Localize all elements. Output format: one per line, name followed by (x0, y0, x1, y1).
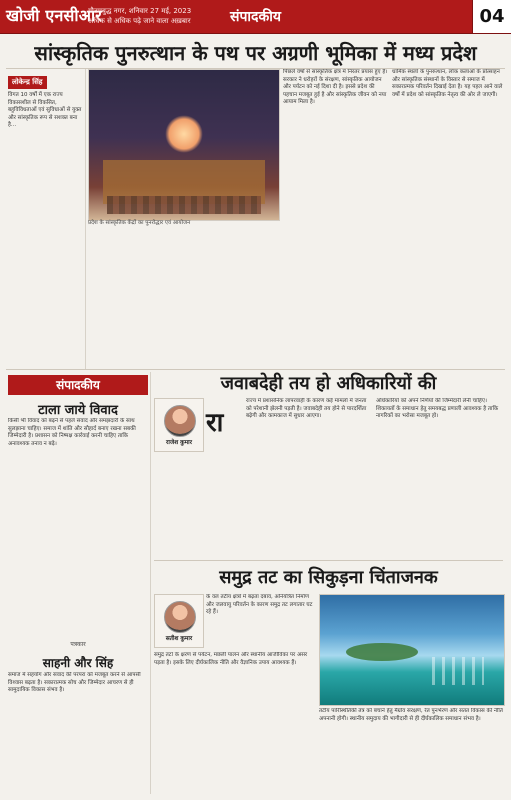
top-column-3-text: धार्मिक स्थलों के पुनरुत्थान, लोक कलाओं के प्रोत्साहन और सांस्कृतिक संस्थानों के विस्तार से समाज में सकारात्मक परिवर्तन दिखाई देता है। यह पहल आने वाले वर्षों में प्रदेश को सांस्कृतिक नेतृत्व की ओर ले जाएगी। (392, 69, 503, 98)
page-number: 04 (472, 0, 511, 33)
left-column-text: विगत 10 वर्षों में एक राज्य विकासशील से विकसित, बहुविविधताओं एवं सुविधाओं से युक्त और सांस्कृतिक रूप से सशक्त बना है... (8, 92, 82, 128)
top-column-2 (283, 69, 388, 369)
bottom-right-text (319, 708, 503, 794)
bottom-left-paragraph: के वल तटीय क्षेत्रों में बढ़ता दबाव, अनियंत्रित निर्माण और जलवायु परिवर्तन के कारण समुद्र तट लगातार घट रहे हैं। (206, 594, 313, 615)
bottom-headline: समुद्र तट का सिकुड़ना चिंताजनक (219, 567, 438, 588)
top-photo (88, 69, 280, 221)
photo-spotlight (165, 115, 203, 153)
mid-headline: जवाबदेही तय हो अधिकारियों की (220, 373, 437, 394)
top-headline: सांस्कृतिक पुनरुत्थान के पथ पर अग्रणी भूमिका में मध्य प्रदेश (34, 41, 477, 65)
tala-headline: टाला जाये विवाद (38, 403, 118, 418)
top-column-3 (392, 69, 503, 369)
mid-right-col-a-text: राज्य में प्रशासनिक लापरवाही के कारण कई मामलों में जनता को परेशानी झेलनी पड़ती है। जवाबदेही तय होने से पारदर्शिता बढ़ेगी और कामकाज में सुधार आएगा। (246, 398, 367, 419)
mid-author-box (154, 398, 204, 452)
photo-boats (432, 657, 484, 685)
mid-author-name: राजेश कुमार (166, 440, 192, 446)
dropcap: रा (206, 408, 224, 438)
masthead (0, 0, 511, 34)
section-title: संपादकीय (230, 9, 281, 25)
top-photo-caption: प्रदेश के सांस्कृतिक केंद्रों का पुनरोद्धार एवं आयोजन (88, 220, 191, 226)
beach-photo (319, 594, 505, 706)
tala-text (8, 418, 148, 648)
bottom-right-paragraph: तटीय पारिस्थितिकी तंत्र को बचाने हेतु मैंग्रोव संरक्षण, रेत पुनर्भरण और सतत विकास की नीति अपनानी होगी। स्थानीय समुदाय की भागीदारी से ही दीर्घकालिक समाधान संभव है। (319, 708, 503, 722)
bottom-lower-paragraph: समुद्र तटों के क्षरण से पर्यटन, मछली पालन और स्थानीय आजीविका पर असर पड़ता है। इसके लिए दीर्घकालिक नीति और वैज्ञानिक उपाय आवश्यक हैं। (154, 652, 308, 666)
bottom-author-box (154, 594, 204, 648)
mid-divider (6, 369, 505, 370)
tala-paragraph: किसी भी विवाद को बढ़ने से पहले संवाद और समझदारी के साथ सुलझाना चाहिए। समाज में शांति और सौहार्द बनाए रखना सबकी जिम्मेदारी है। प्रशासन को निष्पक्ष कार्रवाई करनी चाहिए ताकि अनावश्यक तनाव न बढ़े। (8, 418, 136, 447)
left-author-tag: लोकेन्द्र सिंह (8, 76, 47, 89)
top-column-2-text: पिछले वर्षों से सांस्कृतिक क्षेत्र में निरंतर प्रयास हुए हैं। सरकार ने धरोहरों के संरक्षण, सांस्कृतिक आयोजन और पर्यटन को नई दिशा दी है। इससे प्रदेश की पहचान मजबूत हुई है और सांस्कृतिक जीवन को नया आयाम मिला है। (283, 69, 388, 105)
mid-right (154, 398, 503, 558)
mid-right-col-b-text: अधिकारियों को अपने निर्णयों की जिम्मेदारी लेनी चाहिए। शिकायतों के समाधान हेतु समयबद्ध प्रणाली आवश्यक है ताकि नागरिकों का भरोसा मजबूत हो। (376, 398, 499, 419)
sathi-author: पत्रकार (70, 641, 86, 648)
mid-right-col-b (376, 398, 503, 558)
vertical-rule (150, 372, 151, 794)
left-column (8, 69, 86, 369)
bottom-lower-text (154, 652, 314, 794)
bottom-story (154, 594, 503, 794)
bottom-divider (154, 560, 503, 561)
bottom-author-name: सतीश कुमार (165, 636, 193, 642)
sathi-text (8, 672, 148, 794)
avatar (164, 405, 196, 437)
sathi-paragraph: समाज में सहयोग और संवाद की परंपरा को मजबूत करने से आपसी विश्वास बढ़ता है। सकारात्मक सोच और जिम्मेदार आचरण से ही सामुदायिक विकास संभव है। (8, 672, 141, 693)
masthead-meta-line2: अधिक से अधिक पढ़े जाने वाला अख़बार (88, 17, 191, 25)
masthead-meta-line1: गौतमबुद्ध नगर, शनिवार 27 मई, 2023 (88, 7, 192, 15)
brand-name: खोजी एनसीआर (6, 6, 103, 25)
mid-right-col-a (246, 398, 371, 558)
photo-island (346, 643, 418, 661)
sathi-headline: साहनी और सिंह (42, 656, 114, 670)
avatar (164, 601, 196, 633)
editorial-banner: संपादकीय (8, 375, 148, 395)
photo-crowd (107, 196, 261, 214)
